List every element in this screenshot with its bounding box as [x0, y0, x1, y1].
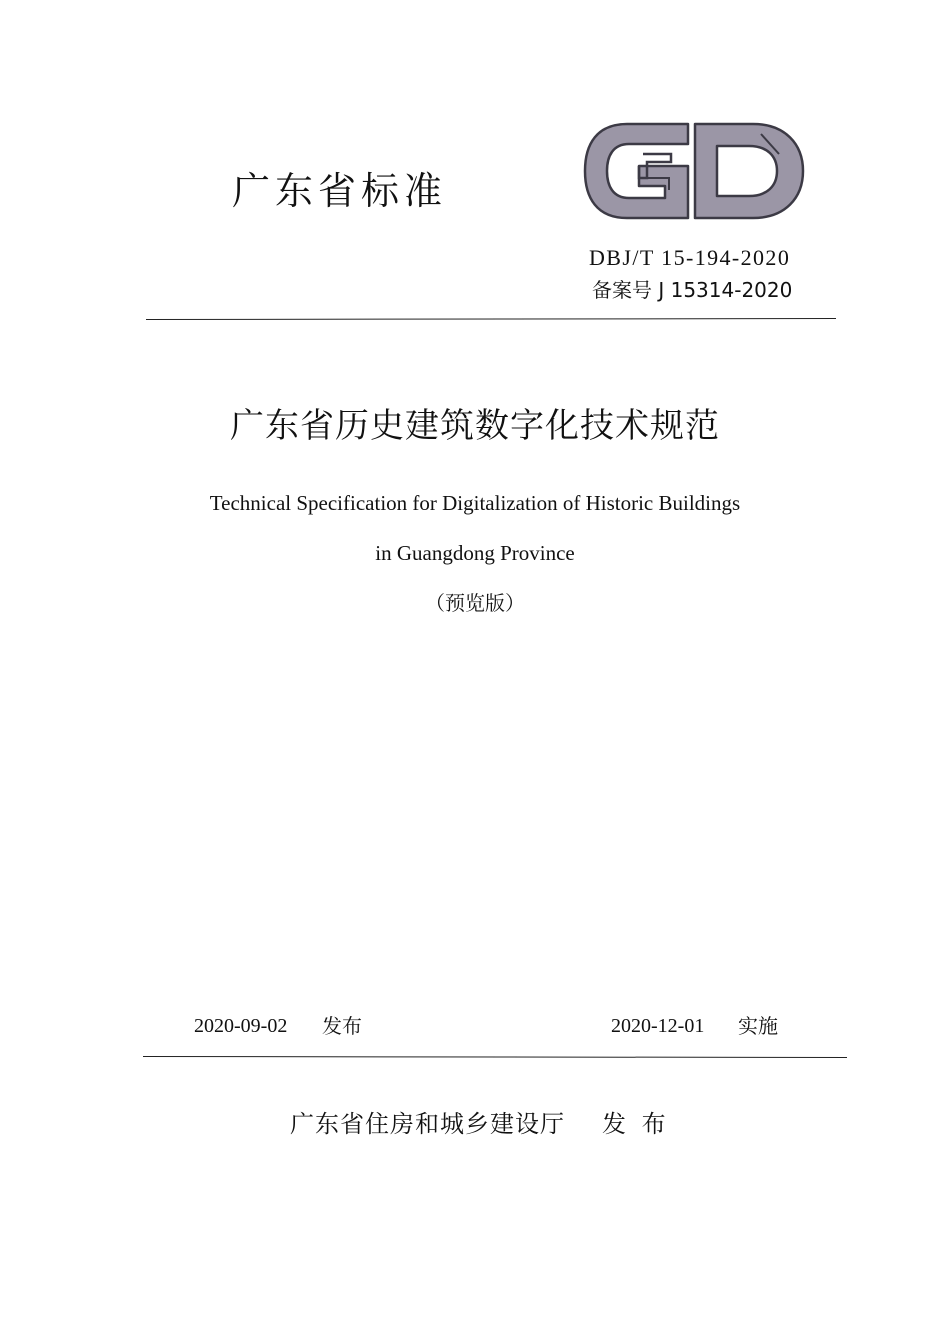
- bottom-divider: [143, 1056, 847, 1058]
- gd-logo: [583, 118, 805, 224]
- implementation-date: 2020-12-01: [611, 1015, 705, 1037]
- top-divider: [146, 318, 836, 320]
- issue-date: 2020-09-02: [194, 1015, 288, 1037]
- english-title-line-2: in Guangdong Province: [375, 541, 575, 565]
- chinese-title: 广东省历史建筑数字化技术规范: [230, 406, 720, 446]
- english-title-line-1: Technical Specification for Digitalization of Historic Buildings: [209, 491, 741, 515]
- publisher-name: 广东省住房和城乡建设厅: [290, 1110, 565, 1138]
- issue-label: 发布: [322, 1014, 362, 1038]
- edition-note: （预览版）: [425, 591, 525, 615]
- standard-code: DBJ/T 15-194-2020: [589, 245, 791, 270]
- implementation-label: 实施: [738, 1014, 778, 1038]
- logo-letter-g: [585, 124, 688, 218]
- record-number: 备案号 J 15314-2020: [592, 278, 793, 302]
- publish-label: 发 布: [602, 1110, 670, 1138]
- standard-type-heading: 广东省标准: [232, 169, 448, 213]
- logo-letter-d: [695, 124, 803, 218]
